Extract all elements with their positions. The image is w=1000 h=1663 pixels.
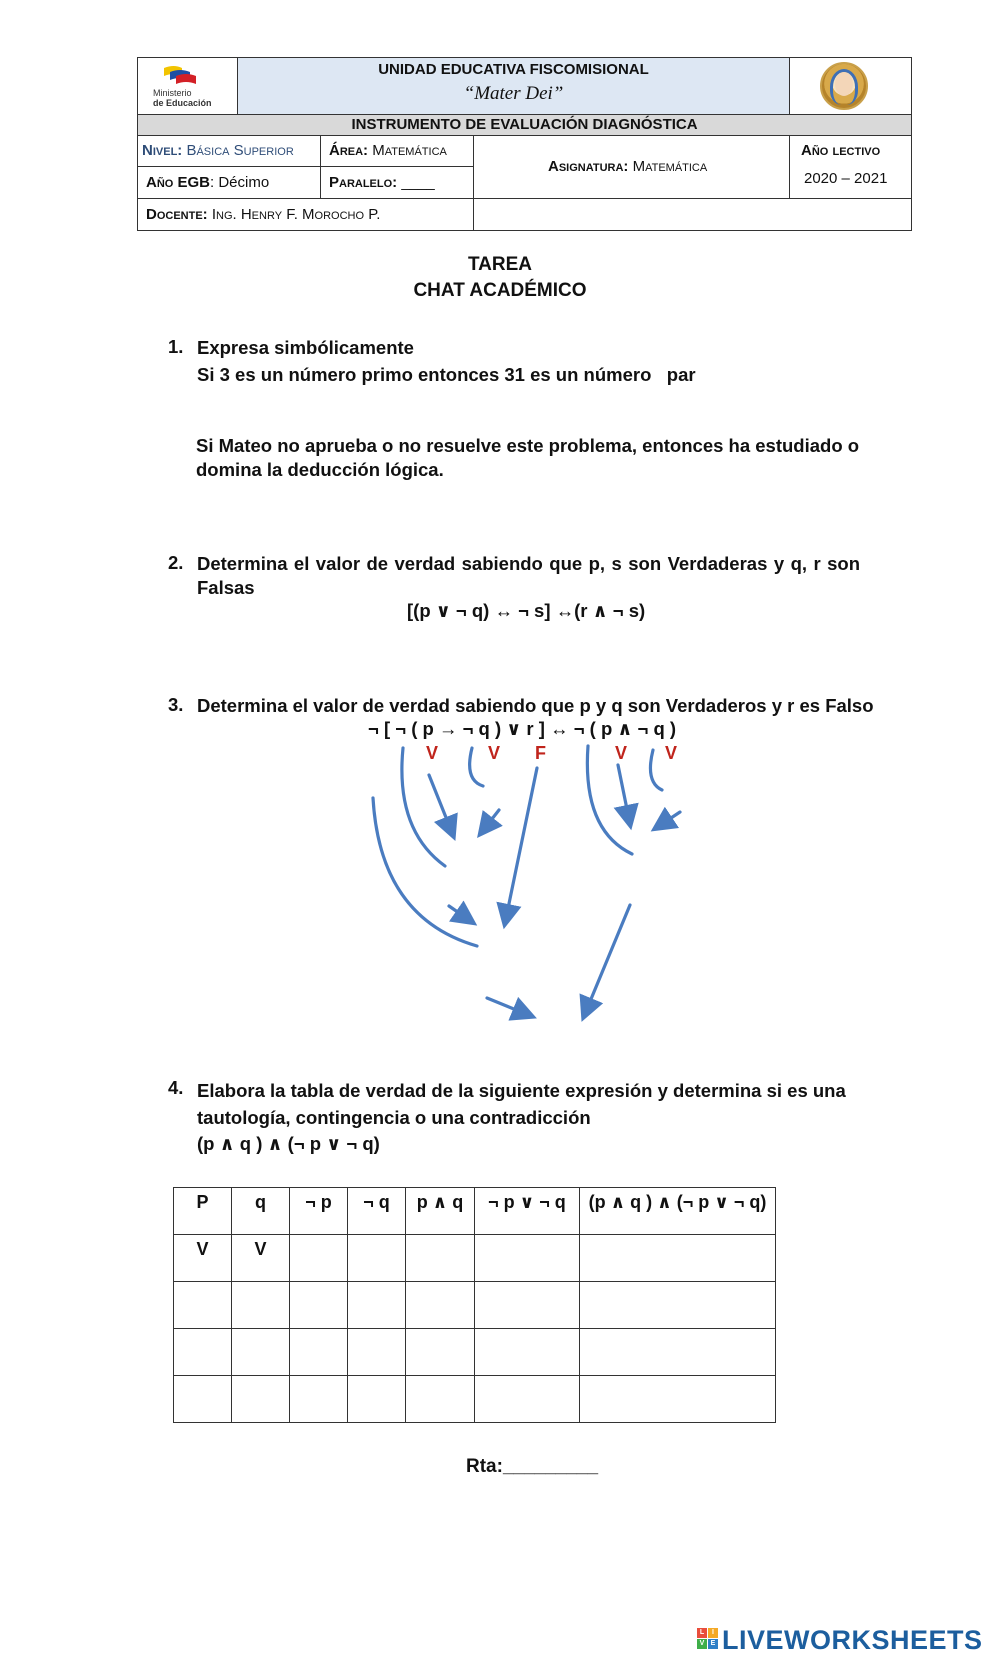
truth-table-header: P <box>174 1188 232 1235</box>
truth-table-cell[interactable] <box>174 1376 232 1423</box>
truth-table <box>173 1187 776 1423</box>
truth-table-row <box>174 1329 776 1376</box>
instrument-title: INSTRUMENTO DE EVALUACIÓN DIAGNÓSTICA <box>351 116 698 133</box>
truth-table-header: q <box>232 1188 290 1235</box>
truth-table-row <box>174 1235 776 1282</box>
truth-table-cell[interactable] <box>475 1235 580 1282</box>
truth-table-cell[interactable] <box>348 1329 406 1376</box>
asignatura-label: Asignatura: <box>548 158 629 175</box>
q2-number: 2. <box>168 552 184 573</box>
q4-expression: (p ∧ q ) ∧ (¬ p ∨ ¬ q) <box>197 1133 380 1154</box>
q3-number: 3. <box>168 694 184 715</box>
q3-curve-bracket-left-3 <box>373 798 477 946</box>
truth-table-header: ¬ q <box>348 1188 406 1235</box>
q3-value-p: V <box>426 743 439 763</box>
q3-value-r: F <box>535 743 546 763</box>
q4-instruction: Elabora la tabla de verdad de la siguiente expresión y determina si es una tautología, contingencia o una contradicción <box>197 1080 846 1128</box>
anio-egb-value: : Décimo <box>210 174 270 191</box>
truth-table-cell[interactable] <box>174 1282 232 1329</box>
truth-table-cell[interactable] <box>232 1376 290 1423</box>
truth-table-header: ¬ p <box>290 1188 348 1235</box>
truth-table-header: p ∧ q <box>406 1188 475 1235</box>
school-motto: “Mater Dei” <box>463 83 564 104</box>
q3-arrow-5 <box>656 812 680 828</box>
truth-table-cell[interactable] <box>232 1329 290 1376</box>
truth-table-cell[interactable] <box>580 1282 776 1329</box>
q3-curve-bracket-left-1 <box>402 748 445 866</box>
truth-table-cell[interactable] <box>580 1235 776 1282</box>
q3-curve-bracket-right-2 <box>650 750 662 790</box>
q3-arrow-4 <box>618 765 630 824</box>
truth-table-cell[interactable] <box>580 1329 776 1376</box>
q3-value-q: V <box>488 743 501 763</box>
q3-value-p2: V <box>615 743 628 763</box>
anio-lectivo-label: Año lectivo <box>801 142 881 159</box>
liveworksheets-logo-icon: L I V E <box>697 1628 719 1650</box>
nivel-value: Básica Superior <box>186 142 294 159</box>
truth-table-cell[interactable] <box>290 1282 348 1329</box>
truth-table-cell[interactable] <box>475 1282 580 1329</box>
asignatura-value: Matemática <box>632 158 708 175</box>
q1-sentence2: Si Mateo no aprueba o no resuelve este problema, entonces ha estudiado o domina la deducción lógica. <box>196 435 860 480</box>
truth-table-cell[interactable] <box>290 1329 348 1376</box>
liveworksheets-brand: LIVEWORKSHEETS <box>722 1625 983 1655</box>
school-name: UNIDAD EDUCATIVA FISCOMISIONAL <box>378 61 649 78</box>
truth-table-cell[interactable] <box>406 1329 475 1376</box>
truth-table-cell[interactable] <box>406 1376 475 1423</box>
q3-instruction: Determina el valor de verdad sabiendo que p y q son Verdaderos y r es Falso <box>197 695 874 716</box>
truth-table-cell[interactable] <box>348 1282 406 1329</box>
truth-table-cell[interactable] <box>290 1376 348 1423</box>
q2-formula: [(p ∨ ¬ q) ↔ ¬ s] ↔(r ∧ ¬ s) <box>407 600 646 621</box>
paralelo-label: Paralelo: <box>329 174 398 191</box>
q3-value-q2: V <box>665 743 678 763</box>
truth-table-header: ¬ p ∨ ¬ q <box>475 1188 580 1235</box>
q3-arrow-6 <box>449 906 472 922</box>
page-subtitle: CHAT ACADÉMICO <box>413 280 587 301</box>
q3-formula: ¬ [ ¬ ( p → ¬ q ) ∨ r ] ↔ ¬ ( p ∧ ¬ q ) <box>368 718 677 739</box>
truth-table-cell[interactable] <box>406 1235 475 1282</box>
truth-table-cell[interactable]: V <box>174 1235 232 1282</box>
q3-arrow-1 <box>429 775 453 835</box>
q3-curve-bracket-left-2 <box>470 748 483 786</box>
q3-arrow-2 <box>481 810 499 833</box>
truth-table-row <box>174 1376 776 1423</box>
nivel-label: Nivel: <box>142 142 183 159</box>
ministry-logo-text: Ministerio de Educación <box>153 88 212 108</box>
truth-table-row <box>174 1282 776 1329</box>
q2-instruction: Determina el valor de verdad sabiendo que p, s son Verdaderas y q, r son Falsas <box>197 553 860 598</box>
docente-value: Ing. Henry F. Morocho P. <box>211 206 381 223</box>
anio-lectivo-value: 2020 – 2021 <box>804 170 888 187</box>
truth-table-header: (p ∧ q ) ∧ (¬ p ∨ ¬ q) <box>580 1188 776 1235</box>
area-label: Área: <box>329 142 369 159</box>
q3-arrow-7 <box>584 905 630 1016</box>
truth-table-cell[interactable] <box>580 1376 776 1423</box>
answer-line[interactable]: Rta:_________ <box>466 1456 599 1477</box>
paralelo-value: ____ <box>401 174 435 191</box>
truth-table-cell[interactable] <box>475 1329 580 1376</box>
page-title: TAREA <box>467 254 533 275</box>
truth-table-header-row <box>174 1188 776 1235</box>
truth-table-cell[interactable] <box>348 1235 406 1282</box>
truth-table-cell[interactable]: V <box>232 1235 290 1282</box>
truth-table-cell[interactable] <box>290 1235 348 1282</box>
q1-number: 1. <box>168 336 184 357</box>
docente-label: Docente: <box>146 206 208 223</box>
q3-arrow-3 <box>505 768 537 923</box>
anio-egb-label: Año EGB <box>146 174 211 191</box>
q4-number: 4. <box>168 1077 184 1098</box>
truth-table-cell[interactable] <box>232 1282 290 1329</box>
truth-table-cell[interactable] <box>475 1376 580 1423</box>
truth-table-cell[interactable] <box>174 1329 232 1376</box>
q3-arrow-8 <box>487 998 531 1016</box>
q1-sentence1: Si 3 es un número primo entonces 31 es un número par <box>197 364 696 385</box>
q1-instruction: Expresa simbólicamente <box>197 337 414 358</box>
truth-table-cell[interactable] <box>406 1282 475 1329</box>
truth-table-cell[interactable] <box>348 1376 406 1423</box>
area-value: Matemática <box>372 142 447 159</box>
